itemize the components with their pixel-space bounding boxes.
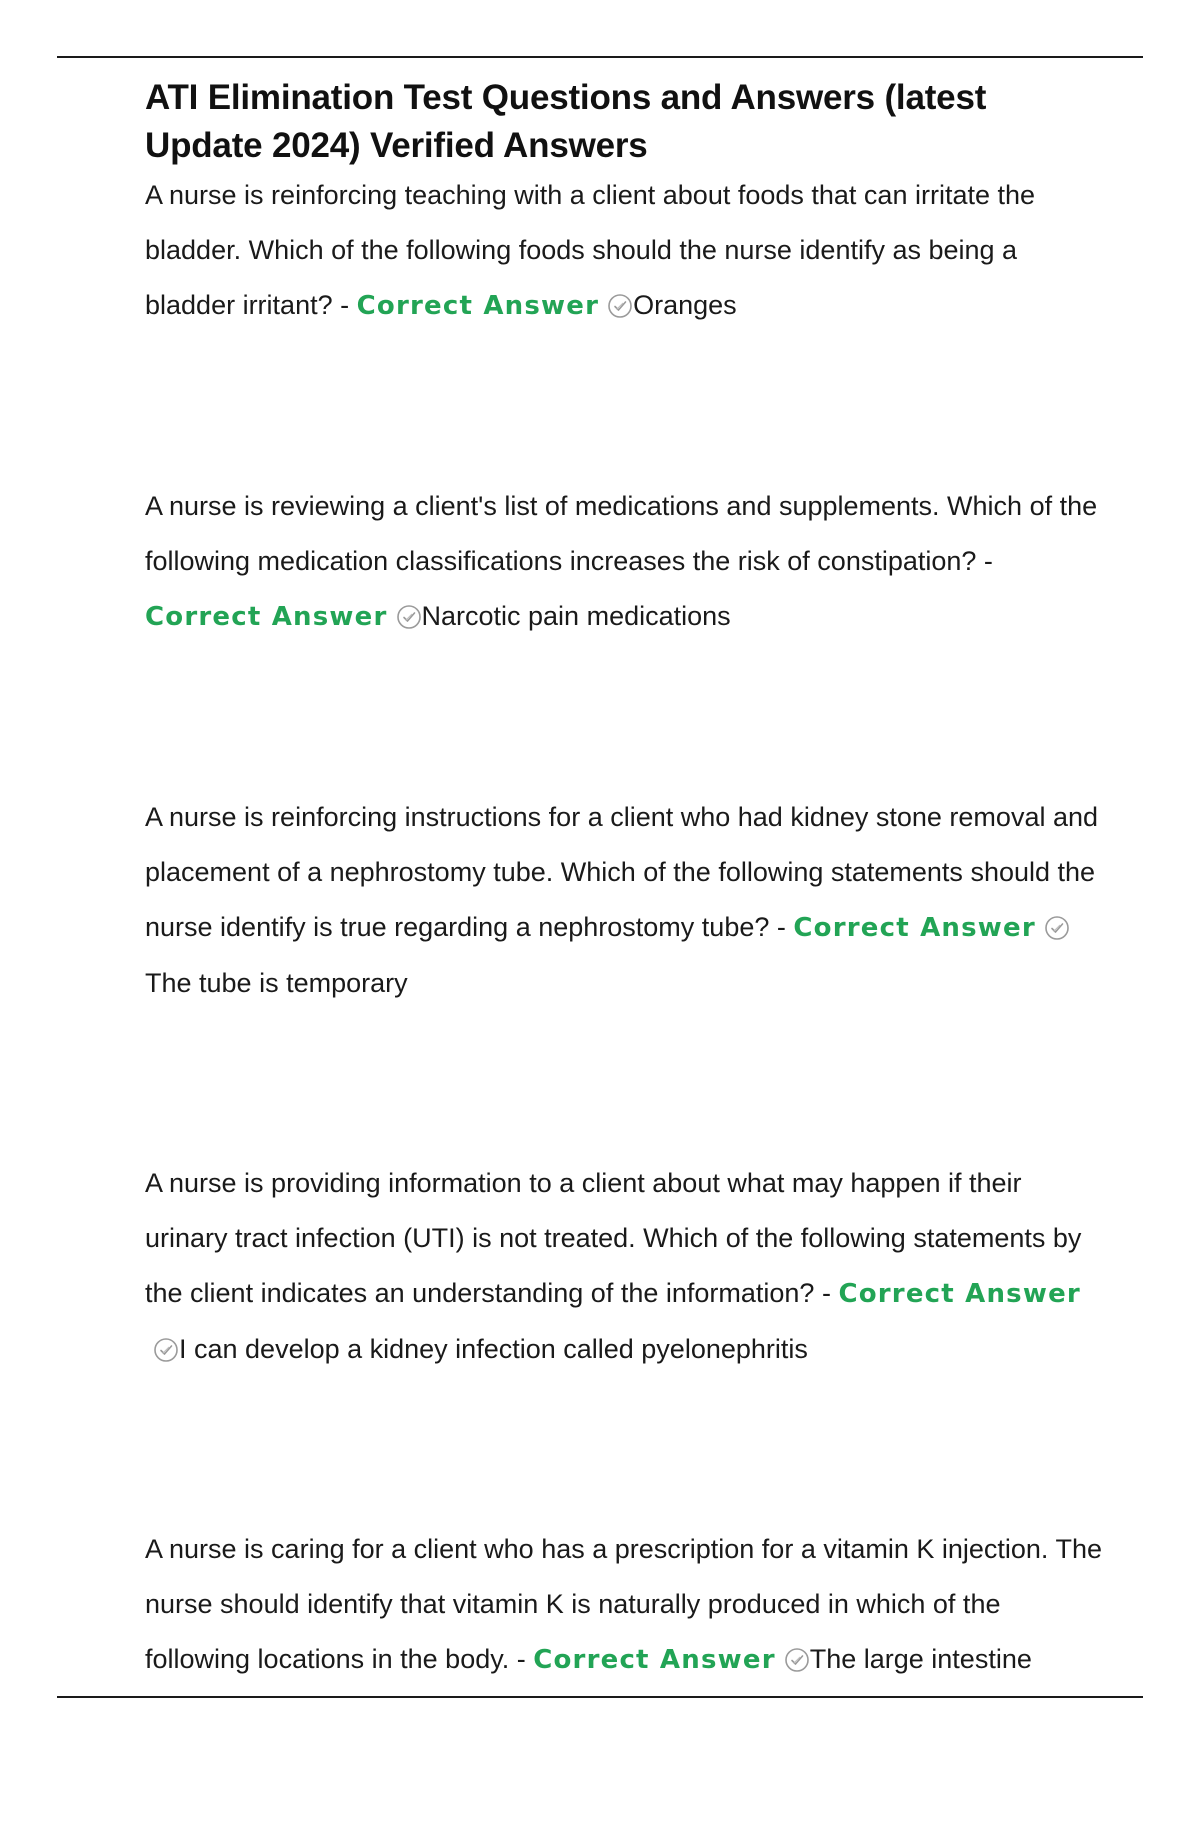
question-text: A nurse is reinforcing instructions for a client who had kidney stone removal and placement of a nephrostomy tube. Which of the following statements should the nurse identify is true regarding a nephrostomy tube? - [145,802,1099,942]
qa-item [145,1156,1105,1377]
answer-text: Oranges [633,290,737,320]
qa-item [145,168,1105,334]
answer-text: Narcotic pain medications [421,601,731,631]
answer-text: The tube is temporary [145,968,408,998]
correct-answer-label: Correct Answer [533,1645,776,1675]
check-circle-icon [153,1337,179,1363]
question-text: A nurse is reviewing a client's list of medications and supplements. Which of the following medication classifications increases the risk of constipation? - [145,491,1098,576]
question-text: A nurse is caring for a client who has a prescription for a vitamin K injection. The nurse should identify that vitamin K is naturally produced in which of the following locations in the body. - [145,1534,1102,1674]
answer-text: I can develop a kidney infection called pyelonephritis [179,1334,808,1364]
check-circle-icon [396,604,422,630]
correct-answer-label: Correct Answer [793,913,1036,943]
qa-item [145,790,1105,1011]
document-body [145,74,1105,1833]
check-circle-icon [784,1647,810,1673]
answer-text: The large intestine [809,1644,1032,1674]
question-text: A nurse is providing information to a client about what may happen if their urinary tract infection (UTI) is not treated. Which of the following statements by the client indicates an understanding of the information? - [145,1168,1082,1308]
qa-item [145,479,1105,645]
check-circle-icon [1044,915,1070,941]
top-rule [57,56,1143,58]
document-title: ATI Elimination Test Questions and Answers (latest Update 2024) Verified Answers [145,78,987,165]
question-text: A nurse is reinforcing teaching with a client about foods that can irritate the bladder. Which of the following foods should the nurse identify as being a bladder irritant? - [145,180,1036,320]
correct-answer-label: Correct Answer [838,1279,1081,1309]
qa-item [145,1522,1105,1688]
bottom-rule [57,1696,1143,1698]
correct-answer-label: Correct Answer [356,291,600,321]
qa-list [145,168,1105,1688]
check-circle-icon [607,293,633,319]
correct-answer-label: Correct Answer [145,602,388,632]
